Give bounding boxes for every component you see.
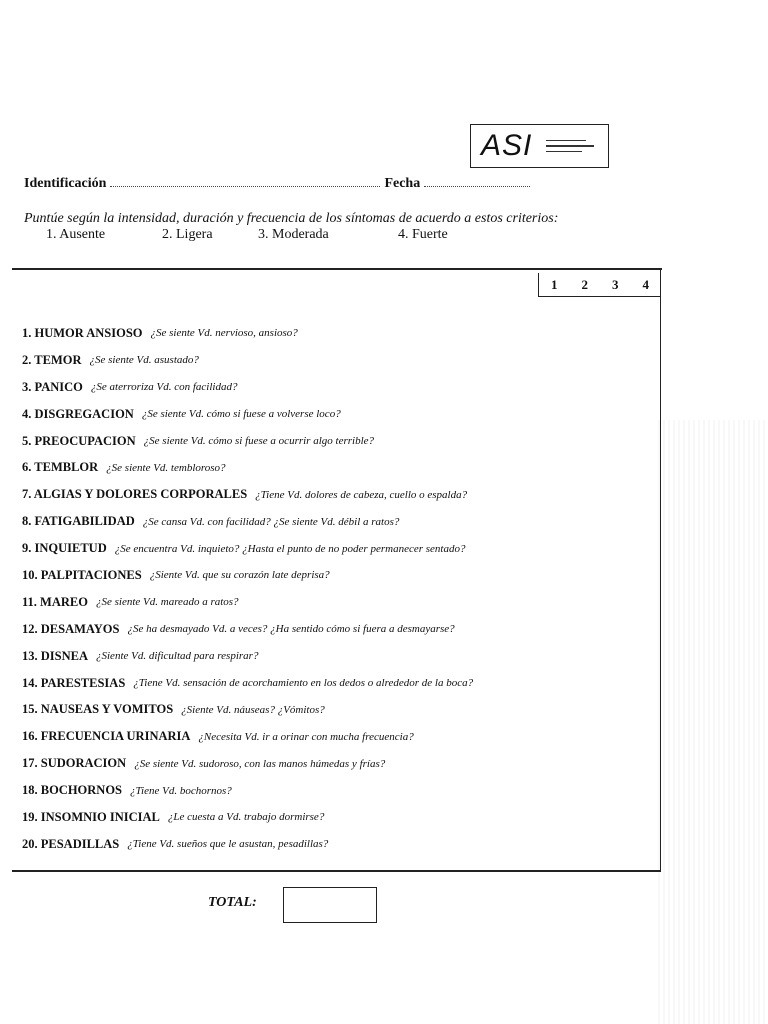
total-input[interactable] <box>283 887 377 923</box>
item-question: ¿Necesita Vd. ir a orinar con mucha frecuencia? <box>198 730 414 743</box>
item-name: 4. DISGREGACION <box>22 406 134 421</box>
total-label: TOTAL: <box>208 895 257 910</box>
item-question: ¿Se siente Vd. mareado a ratos? <box>95 596 239 609</box>
item-name: 9. INQUIETUD <box>22 541 107 556</box>
item-question: ¿Tiene Vd. sueños que le asustan, pesadillas? <box>127 838 329 851</box>
score-column-4[interactable]: 4 <box>642 276 649 292</box>
item-question: ¿Le cuesta a Vd. trabajo dormirse? <box>167 811 325 824</box>
symptom-item[interactable] <box>22 374 642 401</box>
item-name: 1. HUMOR ANSIOSO <box>22 325 143 340</box>
symptom-item[interactable] <box>22 454 642 481</box>
scan-noise <box>658 420 768 1024</box>
item-name: 7. ALGIAS Y DOLORES CORPORALES <box>22 487 248 502</box>
item-question: ¿Se encuentra Vd. inquieto? ¿Hasta el punto de no poder permanecer sentado? <box>114 542 466 555</box>
symptom-item[interactable] <box>22 643 642 670</box>
form-code: ASI <box>481 129 533 162</box>
date-field[interactable] <box>424 176 530 187</box>
item-question: ¿Tiene Vd. sensación de acorchamiento en los dedos o alrededor de la boca? <box>133 677 474 690</box>
symptom-item[interactable] <box>22 723 642 750</box>
criteria-item: 3. Moderada <box>258 227 329 242</box>
item-question: ¿Se cansa Vd. con facilidad? ¿Se siente Vd. débil a ratos? <box>142 515 400 528</box>
item-question: ¿Tiene Vd. bochornos? <box>130 784 232 797</box>
symptom-items <box>22 320 642 858</box>
criteria-item: 1. Ausente <box>46 227 106 242</box>
score-column-2[interactable]: 2 <box>581 276 588 292</box>
identification-field[interactable] <box>110 176 380 187</box>
identification-row <box>24 176 534 192</box>
symptom-item[interactable] <box>22 428 642 455</box>
symptom-item[interactable] <box>22 320 642 347</box>
item-name: 18. BOCHORNOS <box>22 783 123 798</box>
criteria-item: 4. Fuerte <box>398 227 448 242</box>
item-question: ¿Siente Vd. dificultad para respirar? <box>96 650 259 663</box>
item-name: 19. INSOMNIO INICIAL <box>22 809 160 824</box>
item-question: ¿Se siente Vd. cómo si fuese a ocurrir algo terrible? <box>143 435 375 447</box>
item-name: 3. PANICO <box>22 379 83 394</box>
item-question: ¿Siente Vd. náuseas? ¿Vómitos? <box>181 703 325 716</box>
item-name: 13. DISNEA <box>22 648 88 663</box>
criteria-item: 2. Ligera <box>162 227 213 242</box>
identification-label: Identificación <box>24 176 107 191</box>
symptom-item[interactable] <box>22 535 642 562</box>
form-code-box <box>470 124 609 168</box>
score-header <box>538 273 661 297</box>
date-label: Fecha <box>384 176 421 191</box>
item-question: ¿Se siente Vd. asustado? <box>89 354 199 367</box>
item-name: 5. PREOCUPACION <box>22 433 136 448</box>
item-question: ¿Se aterroriza Vd. con facilidad? <box>90 381 238 394</box>
symptom-item[interactable] <box>22 562 642 589</box>
item-question: ¿Se siente Vd. cómo si fuese a volverse loco? <box>141 408 341 421</box>
item-name: 6. TEMBLOR <box>22 460 99 475</box>
item-name: 15. NAUSEAS Y VOMITOS <box>22 702 174 717</box>
item-question: ¿Tiene Vd. dolores de cabeza, cuello o espalda? <box>255 488 468 501</box>
symptom-item[interactable] <box>22 347 642 374</box>
symptom-item[interactable] <box>22 401 642 428</box>
symptom-item[interactable] <box>22 696 642 723</box>
item-question: ¿Se siente Vd. sudoroso, con las manos húmedas y frías? <box>134 757 386 770</box>
symptom-item[interactable] <box>22 831 642 858</box>
item-name: 12. DESAMAYOS <box>22 621 120 636</box>
item-question: ¿Se ha desmayado Vd. a veces? ¿Ha sentido cómo si fuera a desmayarse? <box>127 623 455 636</box>
item-question: ¿Se siente Vd. tembloroso? <box>106 461 226 474</box>
score-column-1[interactable]: 1 <box>551 276 558 292</box>
table-bottom-border <box>12 870 660 872</box>
criteria-list <box>46 227 448 243</box>
symptom-item[interactable] <box>22 777 642 804</box>
symptom-item[interactable] <box>22 670 642 697</box>
symptom-item[interactable] <box>22 589 642 616</box>
item-name: 2. TEMOR <box>22 352 82 367</box>
instructions-text: Puntúe según la intensidad, duración y frecuencia de los síntomas de acuerdo a estos criterios: <box>24 211 559 226</box>
item-question: ¿Se siente Vd. nervioso, ansioso? <box>150 327 298 340</box>
symptom-item[interactable] <box>22 616 642 643</box>
form-code-lines <box>546 140 594 153</box>
symptom-item[interactable] <box>22 508 642 535</box>
item-name: 17. SUDORACION <box>22 756 127 771</box>
item-name: 14. PARESTESIAS <box>22 675 126 690</box>
score-column-3[interactable]: 3 <box>612 276 619 292</box>
item-name: 10. PALPITACIONES <box>22 567 142 582</box>
item-name: 16. FRECUENCIA URINARIA <box>22 729 191 744</box>
item-name: 11. MAREO <box>22 594 88 609</box>
symptom-item[interactable] <box>22 804 642 831</box>
item-name: 20. PESADILLAS <box>22 836 120 851</box>
symptom-item[interactable] <box>22 750 642 777</box>
item-name: 8. FATIGABILIDAD <box>22 514 135 529</box>
item-question: ¿Siente Vd. que su corazón late deprisa? <box>149 569 330 582</box>
symptom-item[interactable] <box>22 481 642 508</box>
